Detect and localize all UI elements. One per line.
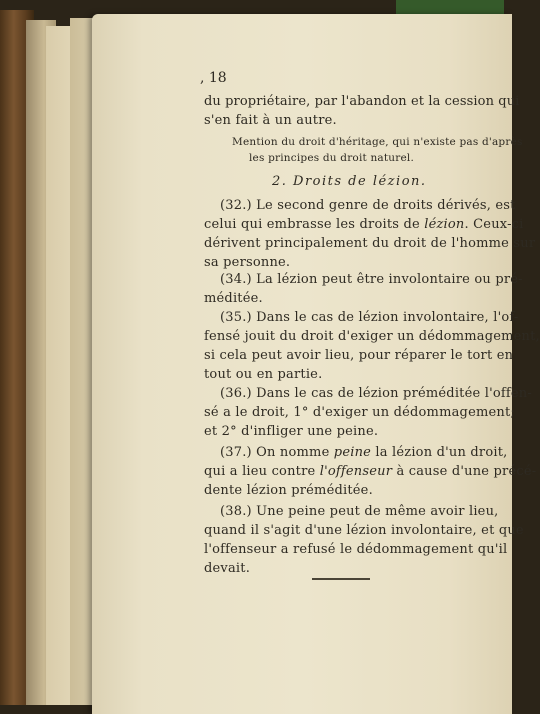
text-line: fensé jouit du droit d'exiger un dédommagement, bbox=[204, 329, 540, 344]
text-line: dente lézion préméditée. bbox=[204, 483, 373, 498]
side-note: les principes du droit naturel. bbox=[249, 152, 414, 164]
text-line: qui a lieu contre l'offenseur à cause d'une précé- bbox=[204, 464, 537, 479]
side-note: Mention du droit d'héritage, qui n'existe pas d'après bbox=[232, 136, 523, 148]
text-line: s'en fait à un autre. bbox=[204, 113, 337, 128]
text-line: sa personne. bbox=[204, 255, 291, 270]
text-line: (34.) La lézion peut être involontaire ou pré- bbox=[220, 272, 523, 287]
text-line: si cela peut avoir lieu, pour réparer le tort en bbox=[204, 348, 514, 363]
end-rule bbox=[312, 578, 370, 580]
text-line: sé a le droit, 1° d'exiger un dédommagement; bbox=[204, 405, 515, 420]
background-cloth bbox=[396, 0, 504, 14]
text-line: dérivent principalement du droit de l'homme sur bbox=[204, 236, 536, 251]
section-heading: 2. Droits de lézion. bbox=[272, 174, 427, 189]
text-line: devait. bbox=[204, 561, 251, 576]
text-line: méditée. bbox=[204, 291, 263, 306]
text-line: tout ou en partie. bbox=[204, 367, 323, 382]
text-line: (32.) Le second genre de droits dérivés, est bbox=[220, 198, 516, 213]
text-line: celui qui embrasse les droits de lézion. Ceux-ci bbox=[204, 217, 524, 232]
text-line: (36.) Dans le cas de lézion préméditée l'offen- bbox=[220, 386, 532, 401]
text-line: l'offenseur a refusé le dédommagement qu'il bbox=[204, 542, 508, 557]
text-line: et 2° d'infliger une peine. bbox=[204, 424, 379, 439]
text-line: (37.) On nomme peine la lézion d'un droit, bbox=[220, 445, 508, 460]
text-line: du propriétaire, par l'abandon et la cession qui bbox=[204, 94, 520, 109]
text-line: quand il s'agit d'une lézion involontaire, et que bbox=[204, 523, 524, 538]
page-number: , 18 bbox=[200, 70, 227, 86]
text-line: (35.) Dans le cas de lézion involontaire, l'of- bbox=[220, 310, 519, 325]
text-line: (38.) Une peine peut de même avoir lieu, bbox=[220, 504, 499, 519]
